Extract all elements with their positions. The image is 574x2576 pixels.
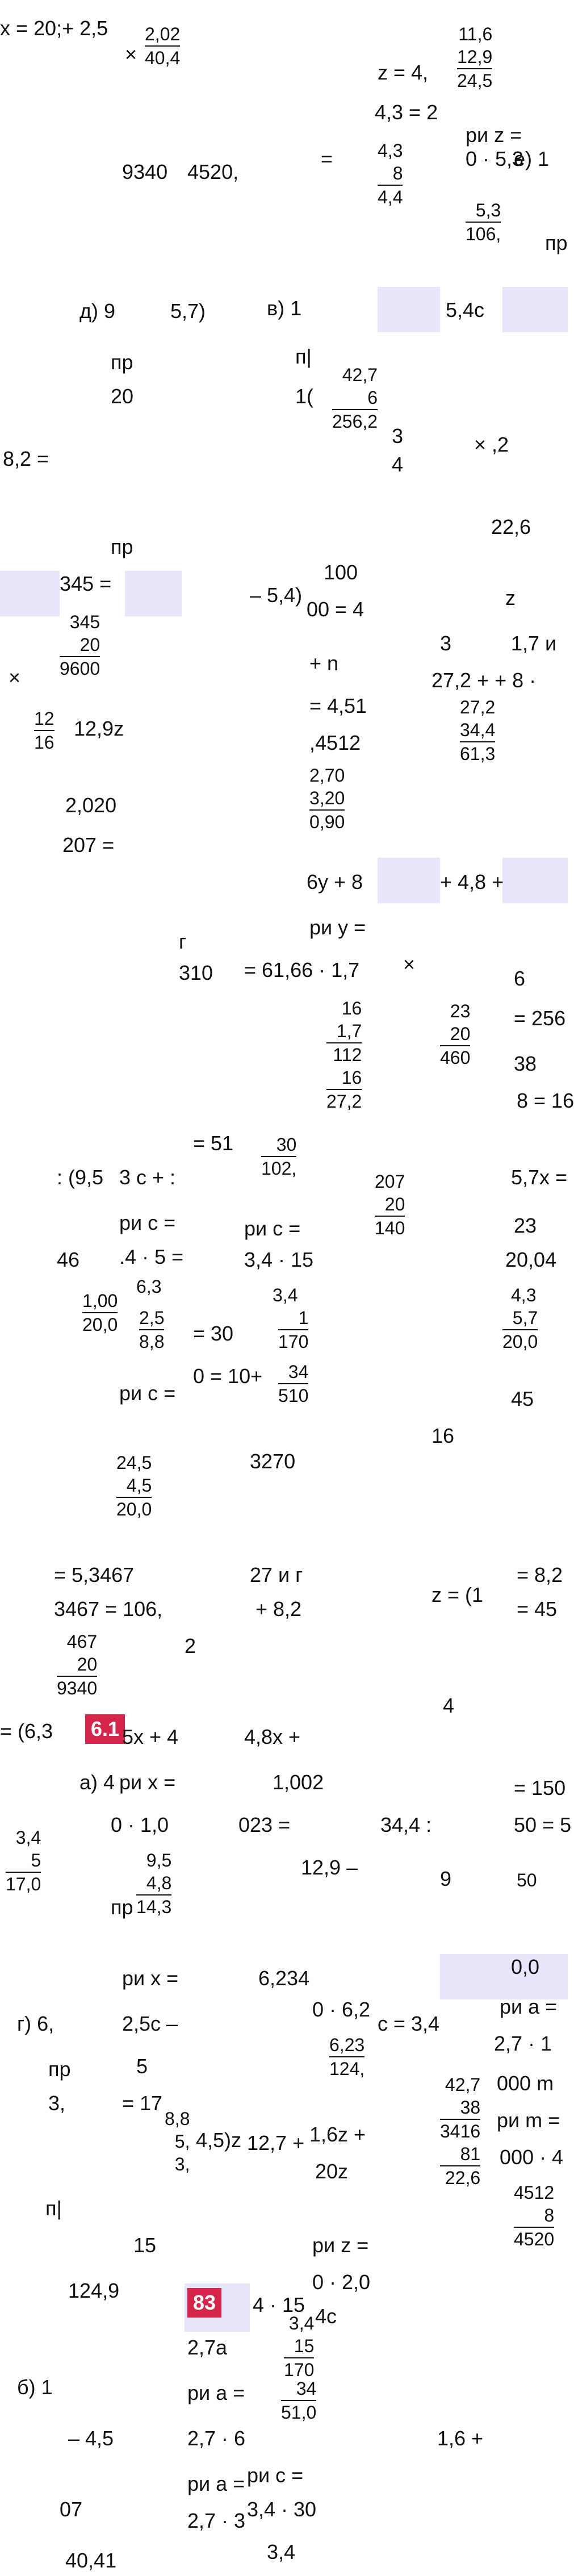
text-fragment: 1( [295, 385, 314, 408]
text-fragment: z [505, 586, 516, 609]
denominator: 460 [440, 1047, 471, 1068]
numerator: 20 [79, 634, 100, 655]
numerator: 8 [544, 2205, 555, 2226]
text-fragment: 0 · 5,3 [466, 147, 524, 170]
numerator: 5 [31, 1850, 41, 1871]
text-fragment: 5x + 4 [122, 1725, 179, 1748]
denominator: 510 [278, 1385, 309, 1406]
text-fragment: ри m = [497, 2109, 560, 2132]
text-fragment: ри c = [244, 1217, 301, 1240]
numerator: 34,4 [460, 720, 496, 740]
text-fragment: = (6,3 [0, 1719, 53, 1743]
text-fragment: 4,3 = 2 [375, 101, 438, 124]
numerator: 4512 [514, 2182, 555, 2203]
denominator: 24,5 [457, 70, 493, 91]
fraction [309, 764, 345, 833]
text-fragment: ри x = [119, 1771, 176, 1794]
exercise-number-badge: 83 [187, 2288, 221, 2318]
denominator: 17,0 [6, 1874, 41, 1894]
text-fragment: 12,7 + [247, 2131, 305, 2155]
text-fragment: ри c = [119, 1381, 176, 1405]
text-fragment: 5,7x = [511, 1166, 568, 1189]
numerator: 3,20 [309, 788, 345, 808]
text-fragment: 2,7 · 3 [187, 2509, 246, 2532]
text-fragment: 345 = [60, 572, 112, 595]
text-fragment: = 30 [193, 1322, 234, 1345]
text-fragment: пр [48, 2057, 71, 2081]
text-fragment: 6,234 [258, 1967, 310, 1990]
text-fragment: пр [545, 231, 568, 254]
numerator: 27,2 [460, 697, 496, 717]
text-fragment: = 4,51 [309, 694, 367, 717]
text-fragment: 12,9 – [301, 1856, 358, 1879]
text-fragment: ри y = [309, 916, 366, 939]
text-fragment: ри a = [500, 1995, 558, 2018]
text-fragment: × [403, 953, 416, 976]
numerator: 23 [450, 1001, 471, 1021]
text-fragment: = [321, 147, 333, 170]
text-fragment: 38 [514, 1052, 537, 1075]
fraction [139, 1306, 164, 1353]
numerator: 8,8 [165, 2109, 190, 2129]
text-fragment: c = 3,4 [378, 2012, 440, 2035]
fraction [332, 364, 378, 433]
text-fragment: 4,5)z [196, 2128, 242, 2152]
numerator: 24,5 [116, 1452, 152, 1473]
numerator: 5, [174, 2131, 190, 2152]
numerator: 6 [367, 387, 378, 408]
text-fragment: = 17 [122, 2091, 163, 2115]
numerator: 42,7 [445, 2074, 481, 2095]
denominator: 140 [375, 1218, 405, 1238]
text-fragment: 3467 = 106, [54, 1597, 163, 1621]
text-fragment: 3,4 · 30 [247, 2498, 317, 2521]
text-fragment: 4 · 15 [253, 2293, 305, 2316]
text-fragment: 5,7) [170, 299, 206, 323]
text-fragment: = 61,66 · 1,7 [244, 958, 360, 982]
numerator: 3, [174, 2154, 190, 2174]
text-fragment: = 256 [514, 1007, 566, 1030]
text-fragment: 15 [133, 2233, 157, 2257]
text-fragment: 9340 [122, 160, 168, 183]
text-fragment: 310 [179, 961, 213, 984]
text-fragment: пр [111, 1896, 133, 1919]
text-fragment: 9 [440, 1867, 452, 1890]
text-fragment: ри z = [312, 2233, 369, 2257]
numerator: 16 [341, 1067, 362, 1088]
text-fragment: x = 20;+ 2,5 [0, 16, 108, 40]
fraction [145, 23, 180, 69]
text-fragment: п| [45, 2197, 62, 2220]
fraction [440, 2073, 480, 2189]
text-fragment: = 45 [517, 1597, 558, 1621]
text-fragment: 23 [514, 1214, 537, 1237]
numerator: 11,6 [458, 24, 493, 44]
text-fragment: 00 = 4 [307, 598, 364, 621]
fraction [375, 1170, 405, 1239]
denominator: 112 [333, 1045, 362, 1065]
text-fragment: 27 и г [250, 1563, 303, 1586]
numerator: 20 [77, 1654, 98, 1675]
numerator: 20 [450, 1024, 471, 1044]
text-fragment: ри x = [122, 1967, 179, 1990]
text-fragment: 100 [324, 561, 358, 584]
text-fragment: 0 · 1,0 [111, 1813, 169, 1836]
text-fragment: + n [309, 652, 339, 675]
text-fragment: ри c = [247, 2464, 304, 2487]
text-fragment: 5 [136, 2055, 148, 2078]
text-fragment: 3 [392, 424, 404, 448]
denominator: 9340 [57, 1678, 98, 1698]
text-fragment: + 8,2 [255, 1597, 302, 1621]
numerator: 345 [69, 612, 100, 632]
numerator: 16 [341, 998, 362, 1018]
fraction [440, 1000, 470, 1069]
text-fragment: 000 · 4 [500, 2145, 564, 2169]
numerator: 42,7 [342, 365, 378, 385]
fraction [329, 2034, 364, 2080]
numerator: 6,3 [136, 1276, 162, 1297]
fraction [6, 1826, 41, 1896]
fraction [136, 1849, 171, 1918]
numerator: 81 [460, 2144, 481, 2164]
fraction [457, 23, 492, 92]
text-fragment: 2,5c – [122, 2012, 178, 2035]
text-fragment: ,4512 [309, 731, 361, 754]
denominator: 102, [261, 1158, 297, 1179]
text-fragment: 2,7 · 1 [494, 2032, 552, 2055]
text-fragment: б) 1 [17, 2375, 53, 2399]
text-fragment: 6 [514, 967, 526, 990]
numerator: 1,00 [82, 1291, 118, 1311]
numerator: 2,5 [139, 1308, 165, 1328]
text-fragment: – 5,4) [250, 583, 303, 607]
numerator: 9,5 [146, 1850, 172, 1871]
text-fragment: ри a = [187, 2381, 245, 2404]
numerator: 5,7 [512, 1308, 538, 1328]
highlight-block [0, 571, 60, 616]
numerator: 30 [276, 1134, 297, 1155]
text-fragment: 0 = 10+ [193, 1364, 263, 1388]
text-fragment: ри a = [187, 2472, 245, 2495]
numerator: 6,23 [329, 2035, 365, 2055]
denominator: 3416 [440, 2121, 481, 2141]
text-fragment: е) 1 [514, 147, 550, 170]
fraction [378, 139, 403, 208]
text-fragment: г) 6, [17, 2012, 55, 2035]
numerator: 12 [34, 708, 55, 729]
fraction [261, 1133, 296, 1180]
text-fragment: = 8,2 [517, 1563, 563, 1586]
numerator: 467 [66, 1631, 98, 1652]
text-fragment: 4 [443, 1694, 455, 1717]
numerator: 34 [296, 2378, 317, 2399]
numerator: 1 [298, 1308, 309, 1328]
text-fragment: : (9,5 [57, 1166, 104, 1189]
text-fragment: 8,2 = [3, 447, 49, 470]
text-fragment: 20 [111, 385, 134, 408]
denominator: 14,3 [136, 1897, 172, 1917]
numerator: 20 [384, 1194, 405, 1214]
text-fragment: × ,2 [474, 433, 509, 456]
numerator: 207 [375, 1171, 405, 1192]
text-fragment: ри z = [466, 123, 522, 147]
text-fragment: 40,41 [65, 2549, 117, 2572]
fraction [517, 1869, 537, 1892]
text-fragment: 22,6 [491, 515, 531, 538]
denominator: 4520 [514, 2229, 555, 2249]
text-fragment: 0 · 2,0 [312, 2270, 371, 2294]
denominator: 20,0 [502, 1331, 538, 1352]
text-fragment: z = (1 [431, 1583, 484, 1606]
text-fragment: п| [295, 345, 312, 368]
text-fragment: 0 · 6,2 [312, 1998, 371, 2021]
fraction [57, 1630, 97, 1700]
text-fragment: ри c = [119, 1211, 176, 1234]
highlight-block [502, 858, 568, 903]
text-fragment: 023 = [238, 1813, 291, 1836]
text-fragment: = 5,3467 [54, 1563, 135, 1586]
numerator: 4,5 [126, 1475, 152, 1496]
text-fragment: 2,7a [187, 2336, 228, 2359]
fraction [460, 696, 495, 765]
text-fragment: пр [111, 535, 133, 558]
numerator: 4,3 [378, 140, 403, 161]
denominator: 256,2 [332, 411, 378, 432]
text-fragment: 46 [57, 1248, 80, 1271]
fraction [284, 2312, 314, 2381]
text-fragment: 3, [48, 2091, 66, 2115]
text-fragment: 20,04 [505, 1248, 557, 1271]
denominator: 106, [466, 224, 501, 244]
text-fragment: 3 c + : [119, 1166, 176, 1189]
fraction [165, 2107, 190, 2176]
text-fragment: = 150 [514, 1776, 566, 1800]
text-fragment: 2 [185, 1634, 196, 1658]
text-fragment: 2,7 · 6 [187, 2427, 246, 2450]
text-fragment: = 51 [193, 1132, 234, 1155]
numerator: 3,4 [273, 1285, 298, 1305]
highlight-block [502, 287, 568, 332]
fraction [273, 1284, 298, 1306]
denominator: 8,8 [139, 1331, 165, 1352]
fraction [82, 1289, 118, 1336]
numerator: 3,4 [15, 1827, 41, 1848]
fraction [116, 1451, 152, 1521]
text-fragment: × [9, 666, 21, 689]
denominator: 40,4 [145, 48, 181, 68]
text-fragment: – 4,5 [68, 2427, 114, 2450]
numerator: 5,3 [475, 200, 501, 220]
text-fragment: 45 [511, 1387, 534, 1410]
denominator: 51,0 [281, 2402, 317, 2423]
denominator: 27,2 [326, 1091, 362, 1112]
numerator: 8 [392, 163, 403, 183]
text-fragment: 27,2 + + 8 · [431, 669, 537, 692]
text-fragment: 3,4 · 15 [244, 1248, 314, 1271]
text-fragment: а) 4 [79, 1771, 115, 1794]
text-fragment: 3,4 [267, 2540, 296, 2564]
numerator: 12,9 [457, 47, 493, 67]
text-fragment: 1,6 + [437, 2427, 484, 2450]
text-fragment: 1,002 [273, 1771, 324, 1794]
text-fragment: 16 [431, 1424, 455, 1447]
numerator: 2,70 [309, 765, 345, 786]
text-fragment: г [179, 930, 187, 953]
text-fragment: д) 9 [79, 299, 116, 323]
denominator: 9600 [60, 658, 100, 679]
text-fragment: в) 1 [267, 297, 302, 320]
numerator: 1,7 [336, 1021, 362, 1041]
denominator: 124, [329, 2059, 365, 2079]
denominator: 4,4 [378, 187, 403, 207]
fraction [514, 2181, 554, 2251]
numerator: 4,3 [511, 1285, 537, 1305]
fraction [34, 707, 55, 754]
exercise-number-badge: 6.1 [85, 1714, 125, 1744]
text-fragment: + 4,8 + [440, 870, 504, 894]
fraction [278, 1360, 308, 1407]
text-fragment: 4с [315, 2304, 337, 2328]
text-fragment: 6y + 8 [307, 870, 363, 894]
text-fragment: z = 4, [378, 61, 429, 84]
text-fragment: 20z [315, 2160, 349, 2183]
denominator: 16 [34, 732, 55, 753]
text-fragment: 3270 [250, 1450, 296, 1473]
denominator: 170 [284, 2360, 315, 2380]
denominator: 20,0 [116, 1499, 152, 1519]
numerator: 15 [294, 2336, 315, 2356]
text-fragment: 5,4с [446, 298, 485, 322]
highlight-block [440, 1954, 568, 1999]
fraction [511, 1284, 536, 1306]
fraction [60, 611, 100, 680]
fraction [136, 1275, 161, 1298]
text-fragment: 4 [392, 453, 404, 476]
numerator: 50 [517, 1870, 537, 1890]
text-fragment: 3 [440, 632, 452, 655]
fraction [278, 1306, 308, 1353]
denominator: 61,3 [460, 744, 496, 764]
highlight-block [378, 858, 440, 903]
text-fragment: 07 [60, 2498, 83, 2521]
text-fragment: 0,0 [511, 1955, 540, 1978]
text-fragment: 50 = 5 [514, 1813, 572, 1836]
fraction [466, 199, 501, 245]
text-fragment: .4 · 5 = [119, 1245, 184, 1268]
text-fragment: 34,4 : [380, 1813, 432, 1836]
text-fragment: 1,7 и [511, 632, 557, 655]
highlight-block [378, 287, 440, 332]
text-fragment: 000 m [497, 2072, 554, 2095]
text-fragment: 8 = 16 [517, 1089, 574, 1112]
denominator: 22,6 [445, 2168, 481, 2188]
text-fragment: 2,020 [65, 794, 117, 817]
fraction [326, 997, 362, 1113]
numerator: 4,8 [146, 1873, 172, 1893]
numerator: 34 [288, 1362, 309, 1382]
highlight-block [125, 571, 182, 616]
text-fragment: 124,9 [68, 2279, 120, 2302]
text-fragment: 207 = [62, 833, 115, 857]
numerator: 38 [460, 2097, 481, 2118]
denominator: 20,0 [82, 1314, 118, 1335]
text-fragment: 1,6z + [309, 2123, 366, 2146]
text-fragment: 4,8x + [244, 1725, 301, 1748]
denominator: 0,90 [309, 812, 345, 832]
denominator: 170 [278, 1331, 309, 1352]
text-fragment: 12,9z [74, 717, 124, 740]
numerator: 3,4 [288, 2313, 315, 2333]
numerator: 2,02 [145, 24, 181, 44]
text-fragment: × [125, 43, 137, 66]
fraction [281, 2377, 316, 2424]
text-fragment: пр [111, 350, 133, 374]
fraction [502, 1306, 538, 1353]
text-fragment: 4520, [187, 160, 239, 183]
